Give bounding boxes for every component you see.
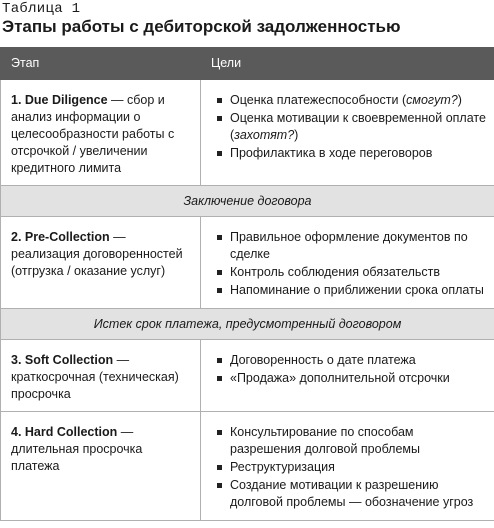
separator-text: Истек срок платежа, предусмотренный договором [1,309,494,340]
goals-list [217,352,486,387]
goal-item [217,424,486,458]
goal-item [217,145,486,162]
goals-cell [201,340,494,412]
goal-item [217,264,486,281]
goal-item [217,110,486,144]
stages-table [0,47,494,521]
goals-list [217,229,486,299]
stage-name: 4. Hard Collection [11,425,118,439]
goal-item [217,459,486,476]
stage-cell [1,412,201,521]
separator-text: Заключение договора [1,186,494,217]
stage-description: — сбор и анализ информации о целесообразности работы с отсрочкой / увеличении кредитного лимита [11,93,175,175]
column-header-goals: Цели [201,48,494,80]
goal-text: Консультирование по способам разрешения долговой проблемы [230,425,421,456]
table-caption: Таблица 1 [2,1,81,17]
stage-cell [1,340,201,412]
goals-list [217,424,486,511]
goal-text: Напоминание о приближении срока оплаты [230,283,484,297]
goal-text: Контроль соблюдения обязательств [230,265,441,279]
goal-text: Создание мотивации к разрешению долговой проблемы — обозначение угроз [230,478,474,509]
table-row [1,80,494,186]
stage-name: 1. Due Diligence [11,93,108,107]
page-title: Этапы работы с дебиторской задолженностью [2,17,401,36]
goals-list [217,92,486,162]
separator-row [1,309,494,340]
goals-cell [201,80,494,186]
goals-cell [201,412,494,521]
goal-text: Оценка мотивации к своевременной оплате (захотят?) [230,111,486,142]
stage-description: — краткосрочная (техническая) просрочка [11,353,179,401]
goal-text: Профилактика в ходе переговоров [230,146,433,160]
goal-item [217,92,486,109]
goals-cell [201,217,494,309]
stage-cell [1,217,201,309]
goal-text: Реструктуризация [230,460,335,474]
table-header-row [1,48,494,80]
goal-item [217,282,486,299]
goal-item [217,477,486,511]
stage-name: 2. Pre-Collection [11,230,110,244]
goal-item [217,370,486,387]
stage-name: 3. Soft Collection [11,353,114,367]
table-row [1,340,494,412]
column-header-stage: Этап [1,48,201,80]
stage-description: — реализация договоренностей (отгрузка / оказание услуг) [11,230,183,278]
table-row [1,217,494,309]
separator-row [1,186,494,217]
goal-item [217,229,486,263]
goal-item [217,352,486,369]
goal-text: Оценка платежеспособности (смогут?) [230,93,462,107]
table-row [1,412,494,521]
stage-description: — длительная просрочка платежа [11,425,143,473]
goal-text: Правильное оформление документов по сделке [230,230,468,261]
stage-cell [1,80,201,186]
goal-text: «Продажа» дополнительной отсрочки [230,371,450,385]
goal-text: Договоренность о дате платежа [230,353,416,367]
